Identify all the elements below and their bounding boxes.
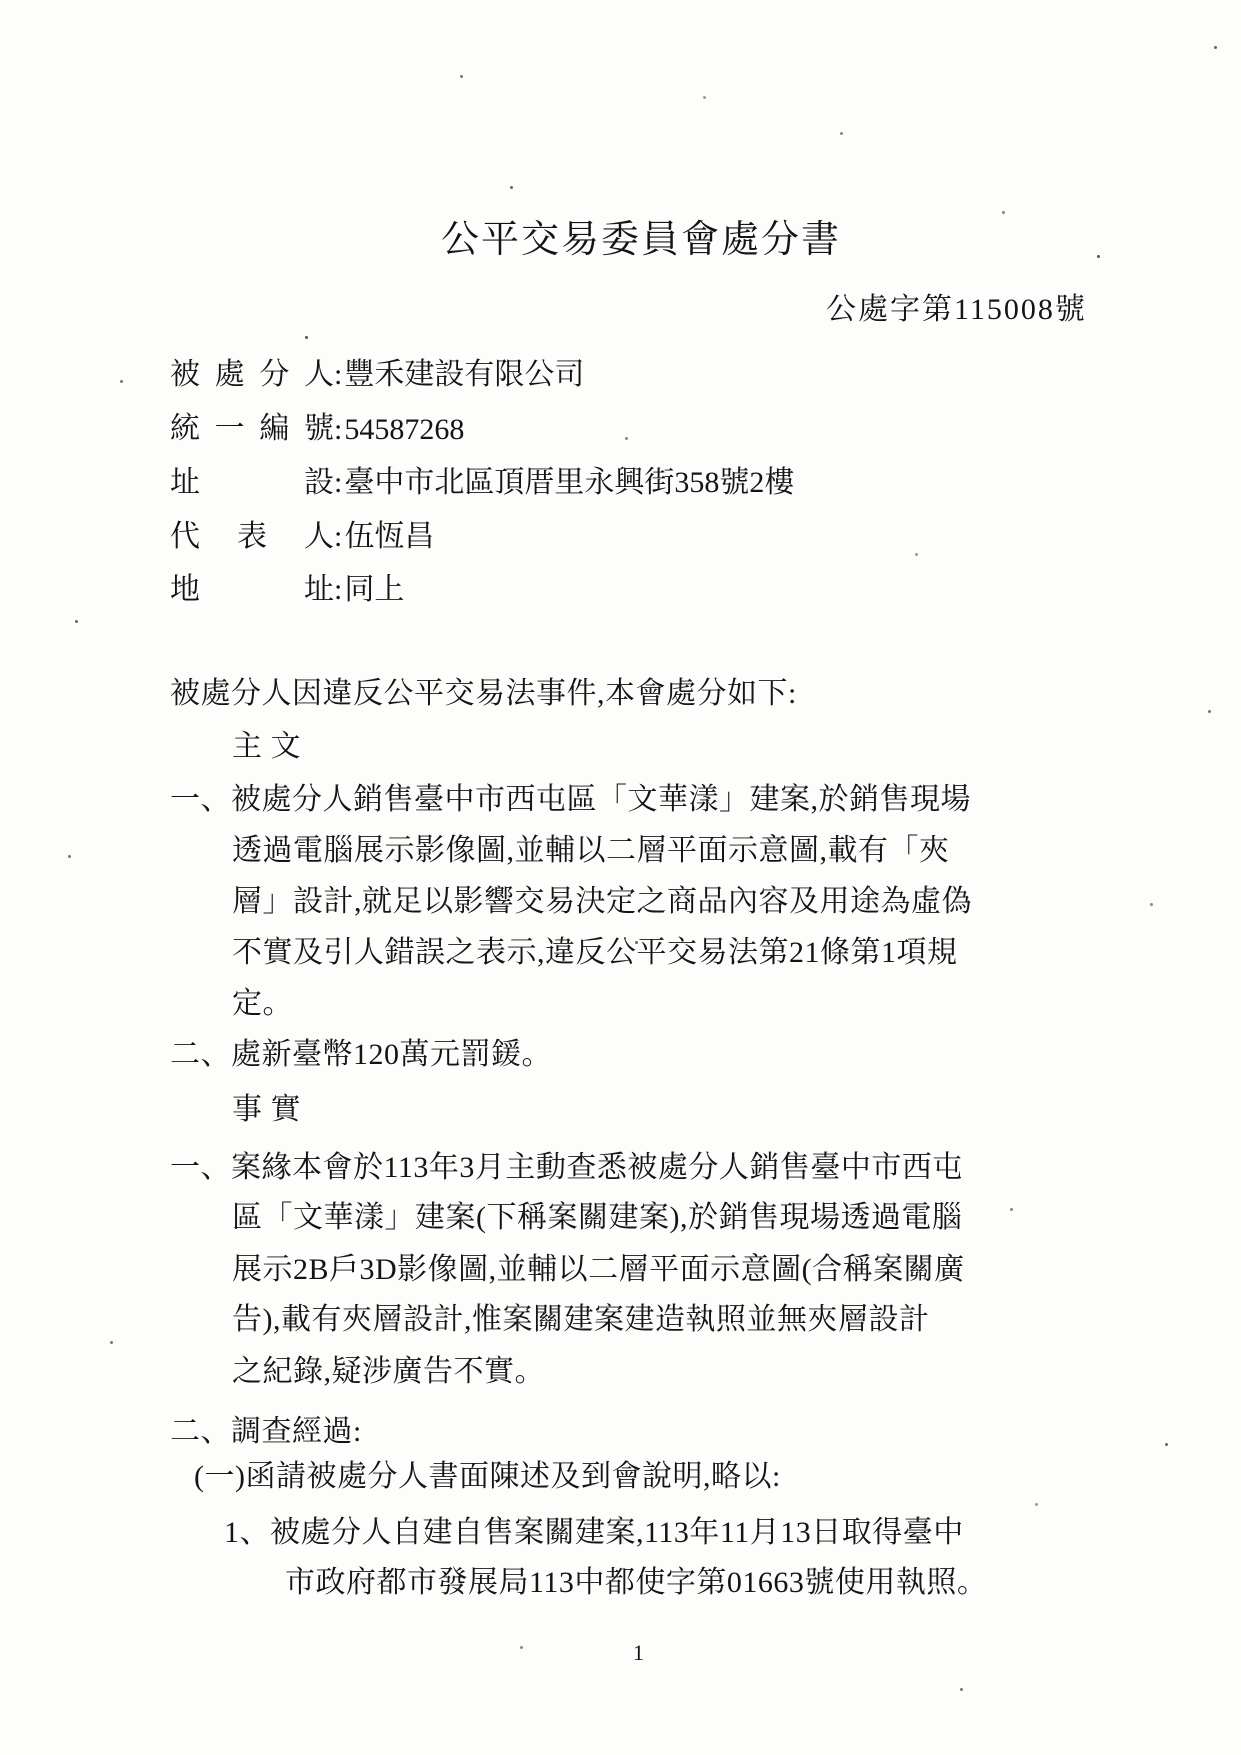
body-line: 一、案緣本會於113年3月主動查悉被處分人銷售臺中市西屯 (170, 1151, 963, 1184)
info-colon: : (334, 358, 343, 391)
body-line: 透過電腦展示影像圖,並輔以二層平面示意圖,載有「夾 (232, 834, 950, 867)
info-label: 址設 (170, 466, 334, 499)
info-label: 被處分人 (170, 358, 334, 391)
body-intro-line: 被處分人因違反公平交易法事件,本會處分如下: (170, 677, 797, 710)
info-row-address (170, 564, 404, 608)
info-value: 伍恆昌 (344, 520, 435, 553)
document-number: 公處字第115008號 (826, 293, 1087, 326)
body-line: 層」設計,就足以影響交易決定之商品內容及用途為虛偽 (232, 885, 972, 918)
info-value: 同上 (344, 573, 405, 606)
scan-noise (0, 0, 3, 3)
info-row-respondent (170, 349, 584, 393)
info-value: 臺中市北區頂厝里永興街358號2樓 (344, 466, 795, 499)
info-row-address-registered (170, 457, 794, 501)
heading-main-text: 主 文 (232, 730, 301, 763)
info-colon: : (334, 466, 343, 499)
heading-facts: 事 實 (232, 1093, 301, 1126)
document-title: 公平交易委員會處分書 (441, 219, 842, 261)
info-value: 54587268 (344, 413, 465, 446)
info-colon: : (334, 413, 343, 446)
body-line: 二、調查經過: (170, 1415, 362, 1448)
info-row-representative (170, 511, 434, 555)
page-number: 1 (633, 1640, 644, 1665)
info-colon: : (334, 520, 343, 553)
info-row-tax-id (170, 403, 464, 447)
info-colon: : (334, 573, 343, 606)
body-line: 之紀錄,疑涉廣告不實。 (232, 1355, 545, 1388)
info-value: 豐禾建設有限公司 (344, 358, 585, 391)
info-label: 地址 (170, 573, 334, 606)
body-line: 不實及引人錯誤之表示,違反公平交易法第21條第1項規 (232, 936, 958, 969)
info-label: 代表人 (170, 520, 334, 553)
body-line: 一、被處分人銷售臺中市西屯區「文華漾」建案,於銷售現場 (170, 783, 971, 816)
info-label: 統一編號 (170, 412, 334, 445)
body-line: 展示2B戶3D影像圖,並輔以二層平面示意圖(合稱案關廣 (232, 1253, 965, 1286)
body-line: (一)函請被處分人書面陳述及到會說明,略以: (194, 1460, 781, 1493)
body-line: 區「文華漾」建案(下稱案關建案),於銷售現場透過電腦 (232, 1201, 963, 1234)
body-line: 定。 (232, 987, 293, 1020)
body-line: 二、處新臺幣120萬元罰鍰。 (170, 1038, 552, 1071)
body-line: 1、被處分人自建自售案關建案,113年11月13日取得臺中 (224, 1516, 964, 1549)
body-line: 告),載有夾層設計,惟案關建案建造執照並無夾層設計 (232, 1303, 930, 1336)
body-line: 市政府都市發展局113中都使字第01663號使用執照。 (285, 1566, 988, 1599)
